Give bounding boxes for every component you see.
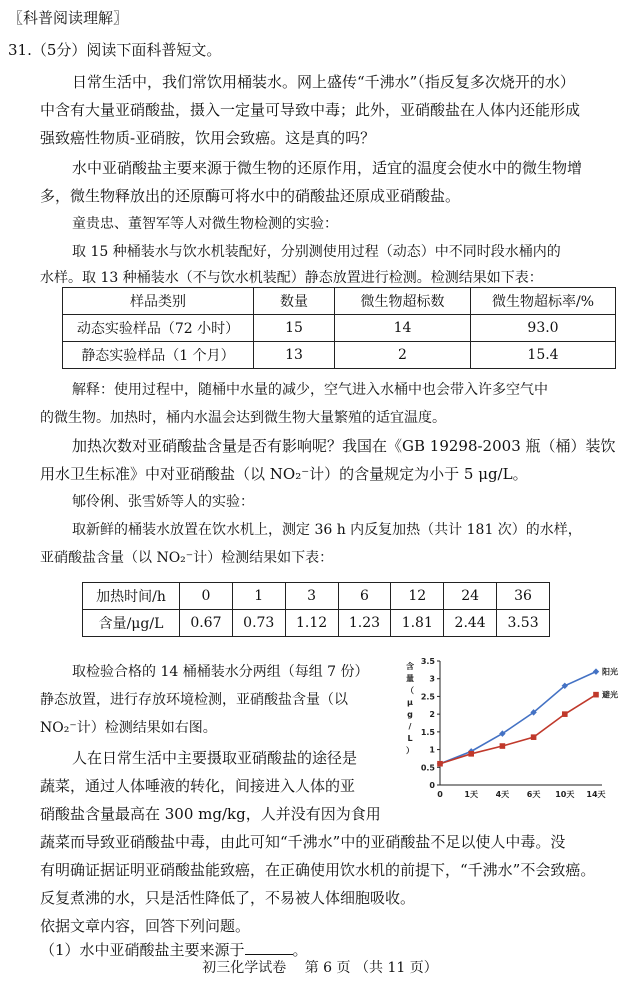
table-row xyxy=(63,315,616,342)
question-1 xyxy=(40,940,308,960)
para1-line-2: 中含有大量亚硝酸盐，摄入一定量可导致中毒；此外，亚硝酸盐在人体内还能形成 xyxy=(40,101,581,119)
data-point xyxy=(531,734,537,740)
table2-hour-cell: 24 xyxy=(444,583,497,610)
exp3-line-3: NO₂⁻计）检测结果如右图。 xyxy=(40,720,217,736)
table1-cell: 动态实验样品（72 小时） xyxy=(63,315,254,342)
table2-value-cell: 1.12 xyxy=(285,610,338,637)
y-tick-label: 0.5 xyxy=(420,763,435,773)
y-tick-label: 2 xyxy=(429,710,435,720)
answer-blank[interactable] xyxy=(245,940,293,955)
table1-header-count: 数量 xyxy=(254,288,335,315)
para4-line-5: 有明确证据证明亚硝酸盐能致癌，在正确使用饮水机的前提下，“千沸水”不会致癌。 xyxy=(40,861,596,879)
exp2-title: 郇伶俐、张雪娇等人的实验： xyxy=(72,494,254,510)
explain-line-2: 的微生物。加热时，桶内水温会达到微生物大量繁殖的适宜温度。 xyxy=(40,410,446,426)
question-1-text: （1）水中亚硝酸盐主要来源于 xyxy=(40,941,245,959)
table2-hour-cell: 0 xyxy=(180,583,233,610)
table1-cell: 15.4 xyxy=(471,342,616,369)
nitrite-table xyxy=(82,582,550,637)
table1-cell: 93.0 xyxy=(471,315,616,342)
table2-value-cell: 3.53 xyxy=(497,610,550,637)
table1-cell: 2 xyxy=(335,342,471,369)
x-tick-label: 1天 xyxy=(464,790,478,799)
instruction: 依据文章内容，回答下列问题。 xyxy=(40,917,251,935)
table2-hour-cell: 12 xyxy=(391,583,444,610)
para2-line-1: 水中亚硝酸盐主要来源于微生物的还原作用，适宜的温度会使水中的微生物增 xyxy=(72,159,583,177)
para4-line-3: 硝酸盐含量最高在 300 mg/kg，人并没有因为食用 xyxy=(40,805,381,823)
table-row xyxy=(83,610,550,637)
table-row xyxy=(83,583,550,610)
page-footer: 初三化学试卷 第 6 页 （共 11 页） xyxy=(202,960,438,976)
y-axis-label-char: （ xyxy=(406,686,414,695)
table1-cell: 静态实验样品（1 个月） xyxy=(63,342,254,369)
para4-line-6: 反复煮沸的水，只是活性降低了，不易被人体细胞吸收。 xyxy=(40,889,416,907)
question-1-end: 。 xyxy=(292,941,308,959)
data-point xyxy=(593,692,599,698)
table2-value-cell: 2.44 xyxy=(444,610,497,637)
exp2-desc-line-2: 亚硝酸盐含量（以 NO₂⁻计）检测结果如下表： xyxy=(40,550,334,566)
table2-hour-cell: 1 xyxy=(232,583,285,610)
series-label: 避光 xyxy=(602,690,618,700)
x-tick-label: 4天 xyxy=(495,790,510,799)
y-axis-label-char: μ xyxy=(407,698,413,707)
para4-line-2: 蔬菜，通过人体唾液的转化，间接进入人体的亚 xyxy=(40,777,356,795)
exp1-desc-line-1: 取 15 种桶装水与饮水机装配好，分别测使用过程（动态）中不同时段水桶内的 xyxy=(72,244,561,260)
y-tick-label: 1 xyxy=(429,745,435,755)
y-axis-label-char: / xyxy=(408,722,412,731)
table1-header-rate: 微生物超标率/% xyxy=(471,288,616,315)
y-tick-label: 0 xyxy=(429,781,435,790)
para2-line-2: 多，微生物释放出的还原酶可将水中的硝酸盐还原成亚硝酸盐。 xyxy=(40,187,461,205)
table2-value-cell: 0.67 xyxy=(180,610,233,637)
para4-line-4: 蔬菜而导致亚硝酸盐中毒，由此可知“千沸水”中的亚硝酸盐不足以使人中毒。没 xyxy=(40,833,566,851)
table2-hour-cell: 36 xyxy=(497,583,550,610)
y-axis-label-char: 量 xyxy=(406,674,414,683)
table2-hour-cell: 6 xyxy=(338,583,391,610)
question-header: 31.（5分）阅读下面科普短文。 xyxy=(8,41,222,59)
table2-value-cell: 0.73 xyxy=(232,610,285,637)
series-line-1 xyxy=(440,695,596,764)
explain-line-1: 解释：使用过程中，随桶中水量的减少，空气进入水桶中也会带入许多空气中 xyxy=(72,382,548,398)
table1-cell: 13 xyxy=(254,342,335,369)
table2-value-cell: 1.81 xyxy=(391,610,444,637)
table1-header-sample: 样品类别 xyxy=(63,288,254,315)
exp1-title: 童贵忠、董智军等人对微生物检测的实验： xyxy=(72,216,338,232)
table2-hour-cell: 3 xyxy=(285,583,338,610)
y-tick-label: 2.5 xyxy=(420,692,435,702)
y-tick-label: 1.5 xyxy=(420,727,435,737)
table2-value-cell: 1.23 xyxy=(338,610,391,637)
x-tick-label: 6天 xyxy=(526,790,541,799)
para4-line-1: 人在日常生活中主要摄取亚硝酸盐的途径是 xyxy=(72,749,358,767)
x-tick-label: 14天 xyxy=(586,790,606,799)
table1-header-exceed: 微生物超标数 xyxy=(335,288,471,315)
x-tick-label: 10天 xyxy=(555,790,575,799)
x-tick-label: 0 xyxy=(437,790,443,799)
microbe-table xyxy=(62,287,616,369)
exp3-line-2: 静态放置，进行存放环境检测，亚硝酸盐含量（以 xyxy=(40,692,348,708)
series-label: 阳光 xyxy=(602,667,618,677)
section-title: 〖科普阅读理解〗 xyxy=(8,9,129,27)
table1-cell: 14 xyxy=(335,315,471,342)
exp2-desc-line-1: 取新鲜的桶装水放置在饮水机上，测定 36 h 内反复加热（共计 181 次）的水样， xyxy=(72,522,582,538)
table1-cell: 15 xyxy=(254,315,335,342)
data-point xyxy=(437,761,443,767)
y-tick-label: 3.5 xyxy=(420,657,435,666)
y-axis-label-char: ） xyxy=(406,746,414,755)
data-point xyxy=(562,711,568,717)
table2-row-label-content: 含量/μg/L xyxy=(83,610,180,637)
para3-line-1: 加热次数对亚硝酸盐含量是否有影响呢？我国在《GB 19298-2003 瓶（桶）装饮 xyxy=(72,437,616,455)
para3-line-2: 用水卫生标准》中对亚硝酸盐（以 NO₂⁻计）的含量规定为小于 5 μg/L。 xyxy=(40,465,528,483)
exp3-line-1: 取检验合格的 14 桶桶装水分两组（每组 7 份） xyxy=(72,664,369,680)
para1-line-1: 日常生活中，我们常饮用桶装水。网上盛传“千沸水”（指反复多次烧开的水） xyxy=(72,73,575,91)
data-point xyxy=(500,743,506,749)
table-row xyxy=(63,342,616,369)
y-axis-label-char: 含 xyxy=(406,662,414,671)
data-point xyxy=(593,668,599,674)
nitrite-line-chart xyxy=(402,655,634,807)
y-axis-label-char: g xyxy=(407,710,413,719)
series-line-0 xyxy=(440,672,596,764)
table2-row-label-time: 加热时间/h xyxy=(83,583,180,610)
y-axis-label-char: L xyxy=(407,734,413,743)
exp1-desc-line-2: 水样。取 13 种桶装水（不与饮水机装配）静态放置进行检测。检测结果如下表： xyxy=(40,270,543,286)
para1-line-3: 强致癌性物质-亚硝胺，饮用会致癌。这是真的吗？ xyxy=(40,129,376,147)
y-tick-label: 3 xyxy=(429,674,435,684)
data-point xyxy=(468,751,474,757)
